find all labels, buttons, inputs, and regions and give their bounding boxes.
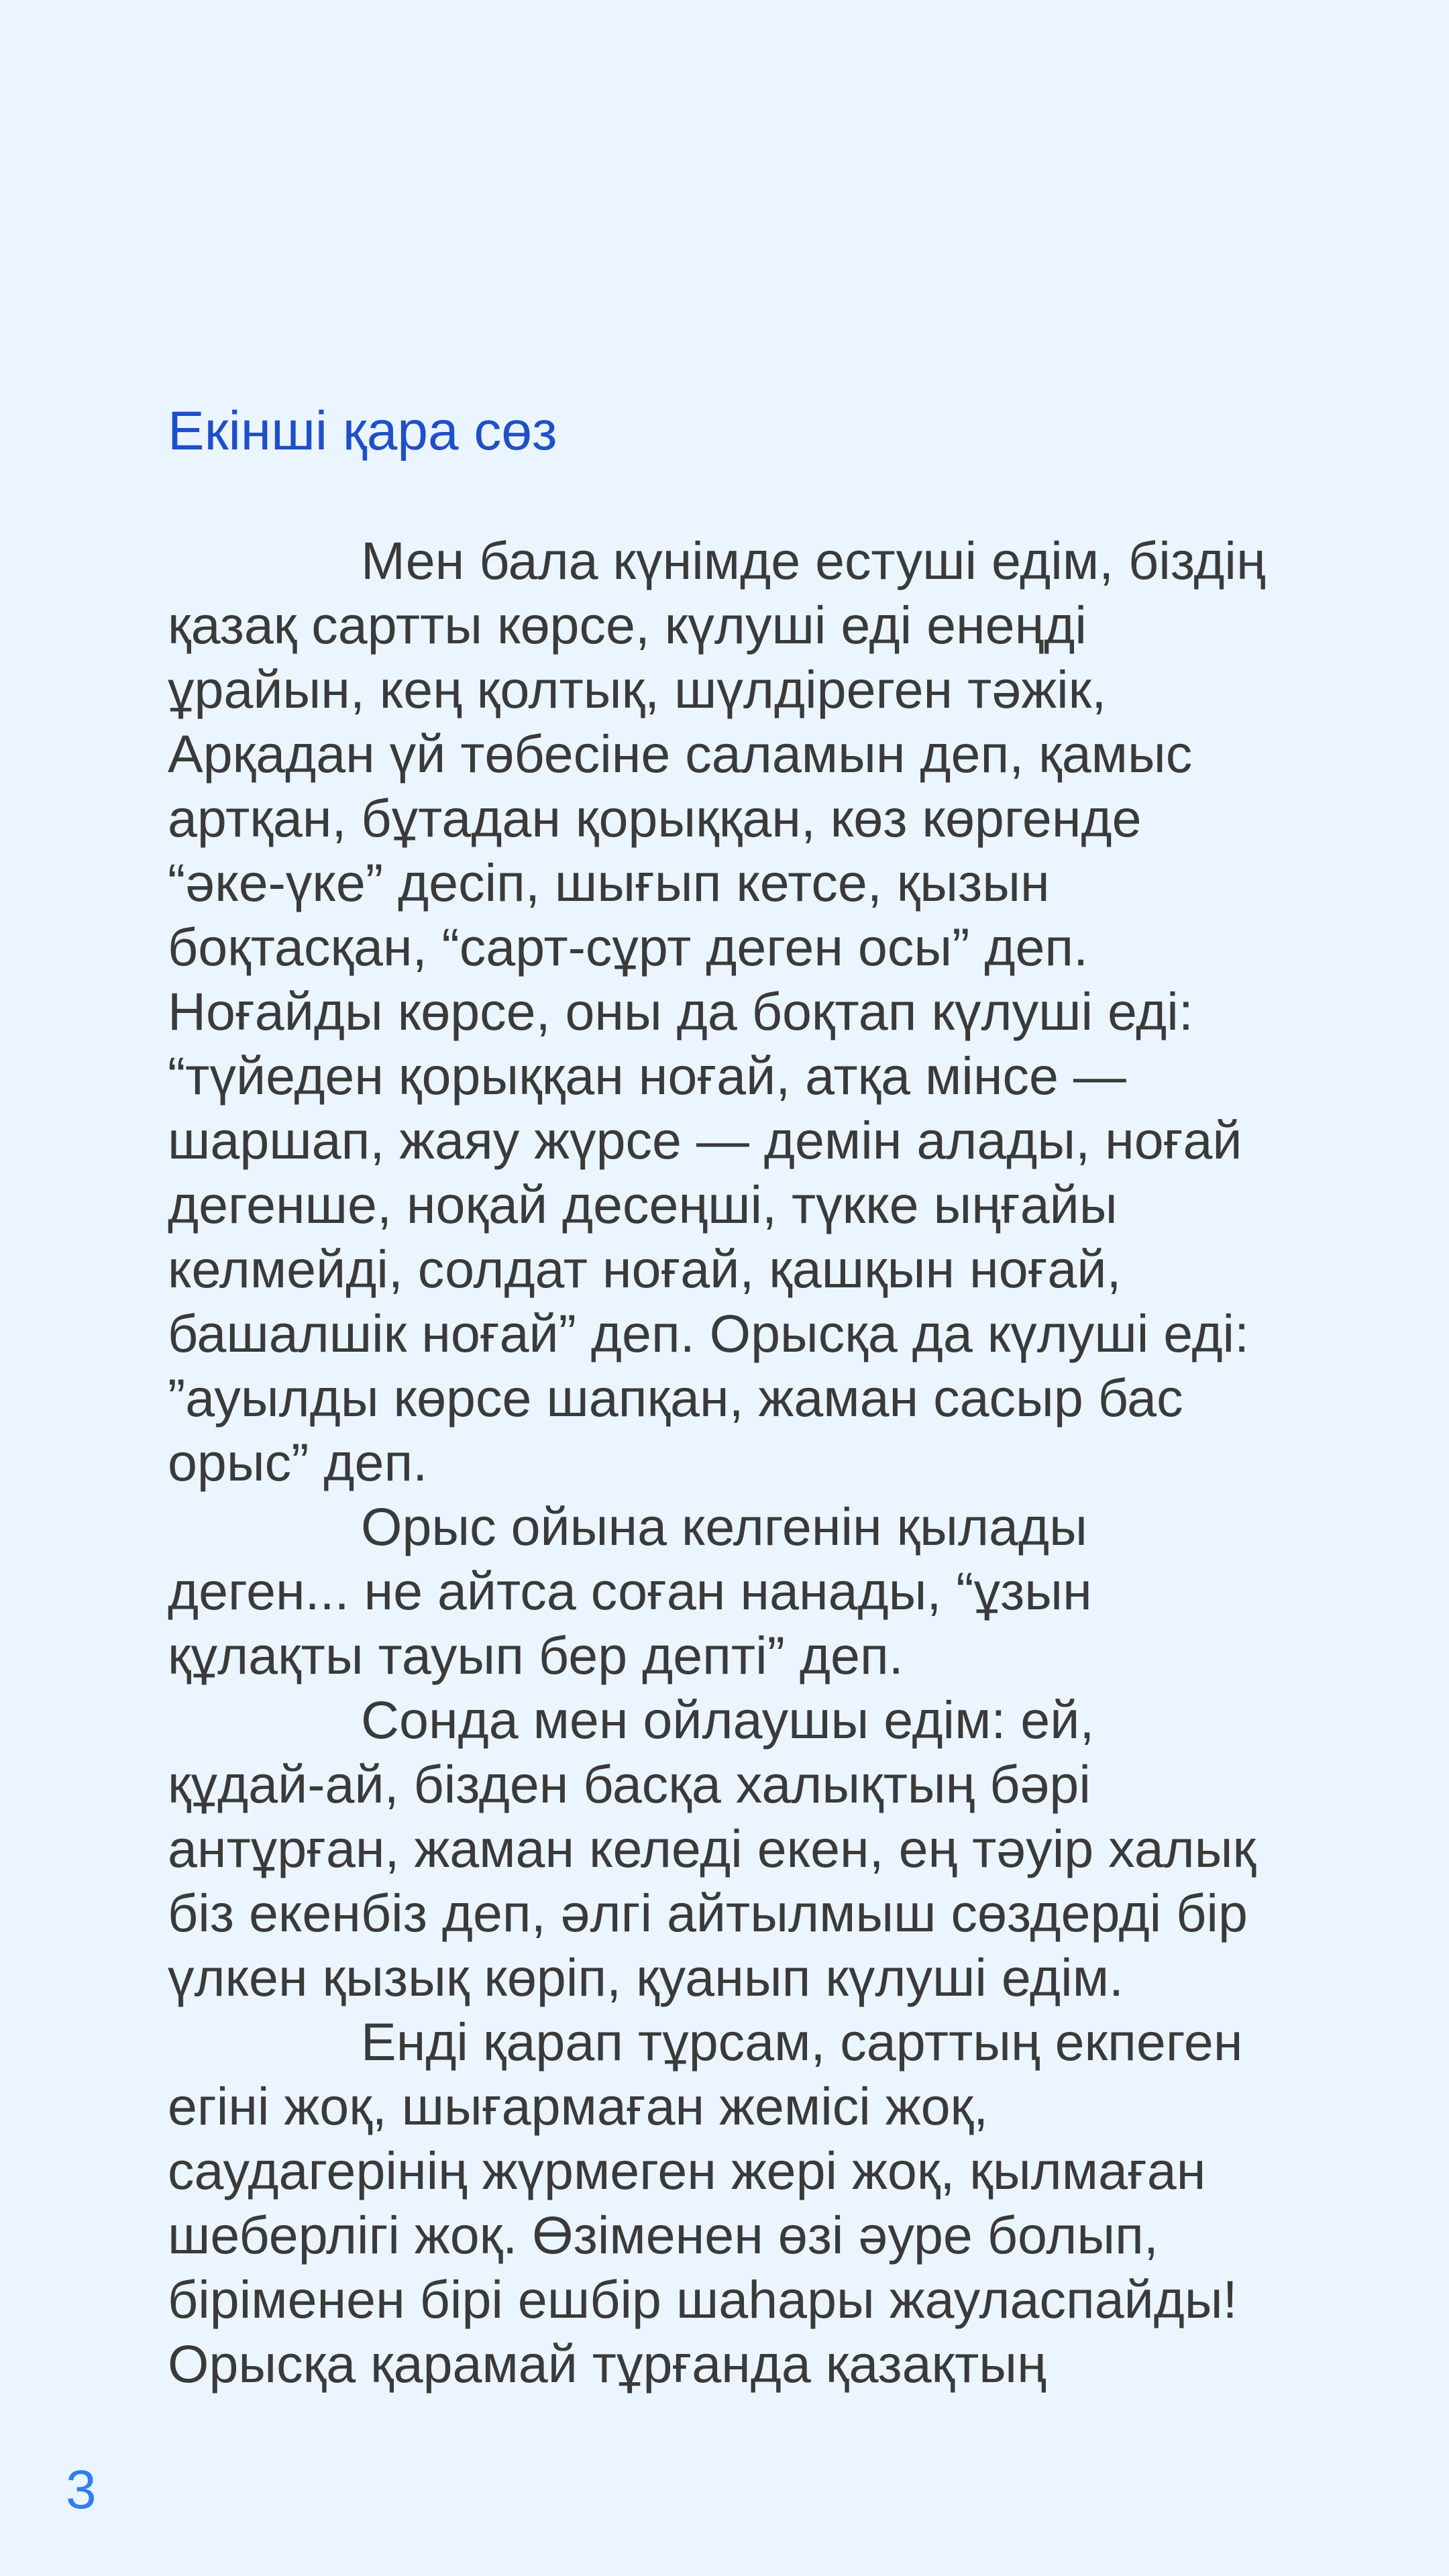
text-line: деген... не айтса соған нанады, “ұзын xyxy=(168,1561,1092,1621)
text-line: Енді қарап тұрсам, сарттың екпеген xyxy=(361,2012,1243,2072)
text-line: дегенше, ноқай десеңші, түкке ыңғайы xyxy=(168,1175,1118,1234)
text-line: ”ауылды көрсе шапқан, жаман сасыр бас xyxy=(168,1368,1183,1428)
text-line: Ноғайды көрсе, оны да боқтап күлуші еді: xyxy=(168,981,1193,1041)
text-line: башалшік ноғай” деп. Орысқа да күлуші еді: xyxy=(168,1303,1250,1363)
text-line: “әке-үке” десіп, шығып кетсе, қызын xyxy=(168,853,1050,912)
chapter-title: Екінші қара сөз xyxy=(168,400,557,462)
text-line: ұрайын, кең қолтық, шүлдіреген тәжік, xyxy=(168,659,1107,719)
text-line: боқтасқан, “сарт-сұрт деген осы” деп. xyxy=(168,917,1089,977)
text-line: антұрған, жаман келеді екен, ең тәуір халық xyxy=(168,1819,1256,1878)
text-line: саудагерінің жүрмеген жері жоқ, қылмаған xyxy=(168,2141,1206,2200)
text-line: “түйеден қорыққан ноғай, атқа мінсе — xyxy=(168,1046,1126,1106)
body-text xyxy=(168,529,1335,2396)
text-line: Орысқа қарамай тұрғанда қазақтың xyxy=(168,2334,1046,2394)
text-line: Арқадан үй төбесіне саламын деп, қамыс xyxy=(168,724,1193,784)
text-line: келмейді, солдат ноғай, қашқын ноғай, xyxy=(168,1239,1122,1299)
text-line: орыс” деп. xyxy=(168,1432,428,1492)
text-line: артқан, бұтадан қорыққан, көз көргенде xyxy=(168,788,1142,848)
text-line: үлкен қызық көріп, қуанып күлуші едім. xyxy=(168,1947,1124,2007)
text-line: Орыс ойына келгенін қылады xyxy=(361,1497,1087,1556)
page-number: 3 xyxy=(66,2459,97,2520)
text-line: құдай-ай, бізден басқа халықтың бәрі xyxy=(168,1754,1091,1814)
text-line: шеберлігі жоқ. Өзіменен өзі әуре болып, xyxy=(168,2205,1159,2265)
text-line: шаршап, жаяу жүрсе — демін алады, ноғай xyxy=(168,1110,1242,1170)
text-line: Мен бала күнімде естуші едім, біздің xyxy=(361,531,1266,590)
text-line: құлақты тауып бер депті” деп. xyxy=(168,1625,904,1685)
text-line: Сонда мен ойлаушы едім: ей, xyxy=(361,1690,1095,1750)
text-line: біріменен бірі ешбір шаһары жауласпайды! xyxy=(168,2269,1238,2329)
text-line: егіні жоқ, шығармаған жемісі жоқ, xyxy=(168,2076,989,2136)
text-line: қазақ сартты көрсе, күлуші еді енеңді xyxy=(168,595,1087,655)
text-line: біз екенбіз деп, әлгі айтылмыш сөздерді бір xyxy=(168,1883,1248,1943)
